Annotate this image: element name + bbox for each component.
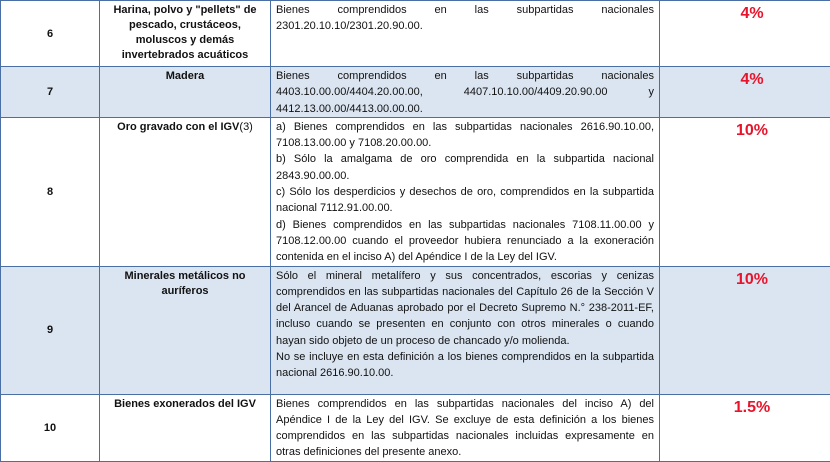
description-paragraph: Sólo el mineral metalífero y sus concentrados, escorias y cenizas comprendidos en las subpartidas nacionales del Capítulo 26 de la Sección V del Arancel de Aduanas aprobado por el Decreto Supremo N.° 238-2011-EF, incluso cuando se presenten en conjunto con otros minerales o cuando hayan sido objeto de un proceso de chancado y/o molienda. xyxy=(276,268,654,349)
rate-value: 4% xyxy=(660,67,830,118)
row-number: 6 xyxy=(1,1,100,67)
rate-value: 1.5% xyxy=(660,394,830,461)
product-description xyxy=(271,67,660,118)
row-number: 7 xyxy=(1,67,100,118)
rate-value: 10% xyxy=(660,266,830,394)
description-paragraph: Bienes comprendidos en las subpartidas nacionales 4403.10.00.00/4404.20.00.00, 4407.10.10.00/4409.20.90.00 y 4412.13.00.00/4413.00.00.00. xyxy=(276,68,654,117)
table-row xyxy=(1,67,830,118)
product-name: Bienes exonerados del IGV xyxy=(100,394,271,461)
product-name: Madera xyxy=(100,67,271,118)
product-description xyxy=(271,394,660,461)
table-row xyxy=(1,1,830,67)
rate-value: 4% xyxy=(660,1,830,67)
product-description xyxy=(271,117,660,266)
row-number: 8 xyxy=(1,117,100,266)
table-row xyxy=(1,117,830,266)
footnote-marker: (3) xyxy=(239,121,252,133)
row-number: 9 xyxy=(1,266,100,394)
row-number: 10 xyxy=(1,394,100,461)
table-row xyxy=(1,394,830,461)
product-name xyxy=(100,117,271,266)
description-paragraph: b) Sólo la amalgama de oro comprendida en la subpartida nacional 2843.90.00.00. xyxy=(276,151,654,184)
product-description xyxy=(271,1,660,67)
product-name-text: Oro gravado con el IGV xyxy=(117,121,239,133)
description-paragraph: c) Sólo los desperdicios y desechos de oro, comprendidos en la subpartida nacional 7112.91.00.00. xyxy=(276,184,654,217)
product-name: Minerales metálicos no auríferos xyxy=(100,266,271,394)
rate-value: 10% xyxy=(660,117,830,266)
product-name: Harina, polvo y "pellets" de pescado, crustáceos, moluscos y demás invertebrados acuáticos xyxy=(100,1,271,67)
description-paragraph: a) Bienes comprendidos en las subpartidas nacionales 2616.90.10.00, 7108.13.00.00 y 7108.20.00.00. xyxy=(276,119,654,152)
description-paragraph: Bienes comprendidos en las subpartidas nacionales del inciso A) del Apéndice I de la Ley del IGV. Se excluye de esta definición a los bienes comprendidos en las subpartidas nacionales incluidas expresamente en otras definiciones del presente anexo. xyxy=(276,396,654,461)
product-description xyxy=(271,266,660,394)
table-row xyxy=(1,266,830,394)
description-paragraph: No se incluye en esta definición a los bienes comprendidos en la subpartida nacional 2616.90.10.00. xyxy=(276,349,654,382)
description-paragraph: Bienes comprendidos en las subpartidas nacionales 2301.20.10.10/2301.20.90.00. xyxy=(276,2,654,35)
description-paragraph: d) Bienes comprendidos en las subpartidas nacionales 7108.11.00.00 y 7108.12.00.00 cuando el proveedor hubiera renunciado a la exoneración contenida en el inciso A) del Apéndice I de la Ley del IGV. xyxy=(276,217,654,266)
